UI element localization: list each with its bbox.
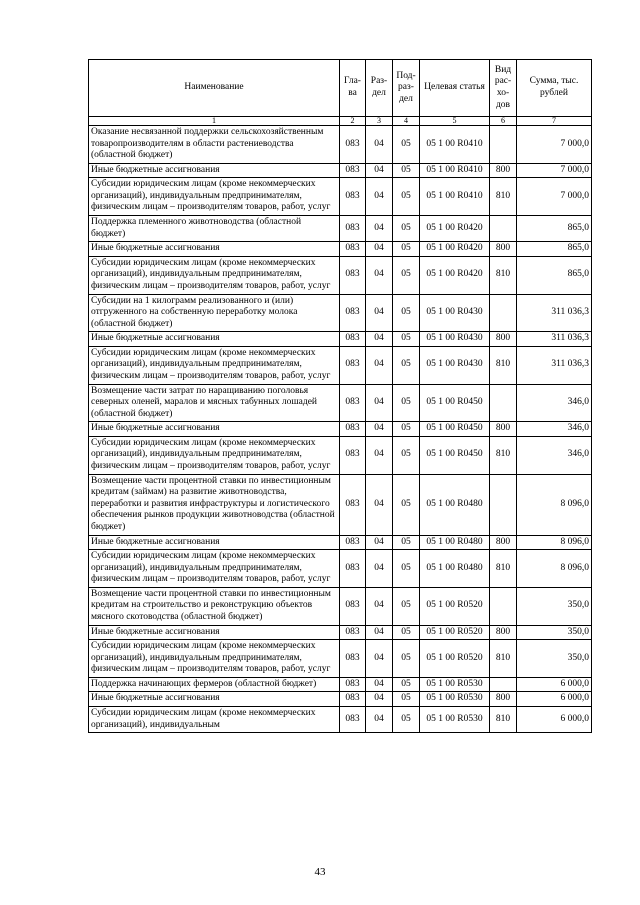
cell-sum: 8 096,0 (517, 550, 592, 588)
cell-podrazdel: 05 (393, 256, 420, 294)
cell-sum: 8 096,0 (517, 474, 592, 535)
cell-target: 05 1 00 R0420 (420, 256, 490, 294)
cell-target: 05 1 00 R0420 (420, 216, 490, 242)
cell-razdel: 04 (366, 550, 393, 588)
cell-vid (490, 587, 517, 625)
cell-razdel: 04 (366, 178, 393, 216)
cell-vid: 800 (490, 692, 517, 707)
cell-sum: 350,0 (517, 625, 592, 640)
cell-vid: 800 (490, 242, 517, 257)
cell-vid: 810 (490, 178, 517, 216)
cell-podrazdel: 05 (393, 474, 420, 535)
cell-razdel: 04 (366, 436, 393, 474)
cell-glava: 083 (340, 178, 366, 216)
column-number: 4 (393, 117, 420, 126)
cell-podrazdel: 05 (393, 163, 420, 178)
header-target: Целевая статья (420, 60, 490, 117)
cell-sum: 6 000,0 (517, 677, 592, 692)
cell-razdel: 04 (366, 346, 393, 384)
cell-razdel: 04 (366, 216, 393, 242)
cell-target: 05 1 00 R0430 (420, 332, 490, 347)
cell-glava: 083 (340, 384, 366, 422)
cell-name: Возмещение части затрат по наращиванию поголовья северных оленей, маралов и мясных табунных лошадей (областной бюджет) (89, 384, 340, 422)
column-number: 3 (366, 117, 393, 126)
cell-vid: 810 (490, 550, 517, 588)
cell-name: Иные бюджетные ассигнования (89, 163, 340, 178)
cell-glava: 083 (340, 640, 366, 678)
page-number: 43 (314, 866, 326, 878)
cell-podrazdel: 05 (393, 126, 420, 164)
cell-name: Субсидии юридическим лицам (кроме некоммерческих организаций), индивидуальным предпринимателям, физическим лицам – производителям товаров, работ, услуг (89, 640, 340, 678)
cell-target: 05 1 00 R0530 (420, 692, 490, 707)
column-number: 6 (490, 117, 517, 126)
cell-glava: 083 (340, 535, 366, 550)
cell-sum: 7 000,0 (517, 163, 592, 178)
cell-podrazdel: 05 (393, 436, 420, 474)
cell-razdel: 04 (366, 126, 393, 164)
cell-sum: 865,0 (517, 242, 592, 257)
cell-glava: 083 (340, 677, 366, 692)
cell-vid: 800 (490, 422, 517, 437)
cell-glava: 083 (340, 163, 366, 178)
cell-vid: 810 (490, 436, 517, 474)
table-row (89, 178, 592, 216)
cell-name: Иные бюджетные ассигнования (89, 625, 340, 640)
cell-target: 05 1 00 R0530 (420, 677, 490, 692)
header-podrazdel: Под-раз-дел (393, 60, 420, 117)
cell-name: Субсидии юридическим лицам (кроме некоммерческих организаций), индивидуальным предпринимателям, физическим лицам – производителям товаров, работ, услуг (89, 550, 340, 588)
cell-glava: 083 (340, 436, 366, 474)
cell-target: 05 1 00 R0480 (420, 535, 490, 550)
cell-target: 05 1 00 R0410 (420, 163, 490, 178)
cell-name: Иные бюджетные ассигнования (89, 242, 340, 257)
cell-sum: 865,0 (517, 216, 592, 242)
cell-sum: 350,0 (517, 640, 592, 678)
cell-podrazdel: 05 (393, 422, 420, 437)
cell-glava: 083 (340, 126, 366, 164)
table-row (89, 216, 592, 242)
cell-name: Субсидии юридическим лицам (кроме некоммерческих организаций), индивидуальным (89, 707, 340, 733)
cell-glava: 083 (340, 242, 366, 257)
cell-podrazdel: 05 (393, 625, 420, 640)
cell-glava: 083 (340, 625, 366, 640)
cell-podrazdel: 05 (393, 587, 420, 625)
budget-table (88, 59, 592, 733)
cell-podrazdel: 05 (393, 384, 420, 422)
cell-target: 05 1 00 R0480 (420, 550, 490, 588)
table-row (89, 294, 592, 332)
cell-name: Субсидии юридическим лицам (кроме некоммерческих организаций), индивидуальным предпринимателям, физическим лицам – производителям товаров, работ, услуг (89, 346, 340, 384)
cell-razdel: 04 (366, 422, 393, 437)
cell-vid: 810 (490, 256, 517, 294)
cell-sum: 346,0 (517, 384, 592, 422)
table-row (89, 346, 592, 384)
cell-razdel: 04 (366, 474, 393, 535)
cell-name: Иные бюджетные ассигнования (89, 535, 340, 550)
cell-sum: 311 036,3 (517, 346, 592, 384)
table-row (89, 422, 592, 437)
cell-glava: 083 (340, 474, 366, 535)
cell-name: Поддержка племенного животноводства (областной бюджет) (89, 216, 340, 242)
cell-vid (490, 384, 517, 422)
cell-target: 05 1 00 R0420 (420, 242, 490, 257)
cell-vid (490, 677, 517, 692)
cell-sum: 350,0 (517, 587, 592, 625)
table-row (89, 242, 592, 257)
cell-target: 05 1 00 R0480 (420, 474, 490, 535)
cell-target: 05 1 00 R0430 (420, 346, 490, 384)
cell-podrazdel: 05 (393, 535, 420, 550)
cell-sum: 8 096,0 (517, 535, 592, 550)
cell-razdel: 04 (366, 640, 393, 678)
header-razdel: Раз-дел (366, 60, 393, 117)
cell-razdel: 04 (366, 587, 393, 625)
table-row (89, 256, 592, 294)
cell-glava: 083 (340, 422, 366, 437)
cell-podrazdel: 05 (393, 346, 420, 384)
table-body (89, 126, 592, 733)
cell-name: Оказание несвязанной поддержки сельскохозяйственным товаропроизводителям в области растениеводства (областной бюджет) (89, 126, 340, 164)
cell-podrazdel: 05 (393, 332, 420, 347)
cell-target: 05 1 00 R0530 (420, 707, 490, 733)
cell-sum: 346,0 (517, 436, 592, 474)
cell-name: Субсидии юридическим лицам (кроме некоммерческих организаций), индивидуальным предпринимателям, физическим лицам – производителям товаров, работ, услуг (89, 436, 340, 474)
table-row (89, 332, 592, 347)
header-row (89, 60, 592, 117)
cell-vid (490, 294, 517, 332)
cell-target: 05 1 00 R0520 (420, 640, 490, 678)
cell-razdel: 04 (366, 163, 393, 178)
cell-vid: 800 (490, 535, 517, 550)
column-number: 7 (517, 117, 592, 126)
cell-vid: 810 (490, 640, 517, 678)
table-row (89, 126, 592, 164)
cell-vid (490, 216, 517, 242)
cell-target: 05 1 00 R0410 (420, 178, 490, 216)
cell-target: 05 1 00 R0430 (420, 294, 490, 332)
table-row (89, 384, 592, 422)
cell-name: Субсидии юридическим лицам (кроме некоммерческих организаций), индивидуальным предпринимателям, физическим лицам – производителям товаров, работ, услуг (89, 178, 340, 216)
column-number: 1 (89, 117, 340, 126)
cell-glava: 083 (340, 587, 366, 625)
cell-glava: 083 (340, 707, 366, 733)
cell-podrazdel: 05 (393, 216, 420, 242)
table-row (89, 163, 592, 178)
cell-razdel: 04 (366, 332, 393, 347)
cell-podrazdel: 05 (393, 692, 420, 707)
table-row (89, 625, 592, 640)
cell-razdel: 04 (366, 625, 393, 640)
cell-glava: 083 (340, 692, 366, 707)
cell-vid: 810 (490, 346, 517, 384)
cell-name: Субсидии юридическим лицам (кроме некоммерческих организаций), индивидуальным предпринимателям, физическим лицам – производителям товаров, работ, услуг (89, 256, 340, 294)
cell-podrazdel: 05 (393, 707, 420, 733)
table-row (89, 707, 592, 733)
table-row (89, 692, 592, 707)
cell-target: 05 1 00 R0410 (420, 126, 490, 164)
cell-sum: 7 000,0 (517, 126, 592, 164)
table-row (89, 640, 592, 678)
cell-name: Возмещение части процентной ставки по инвестиционным кредитам (займам) на развитие животноводства, переработки и развития инфраструктуры и логистического обеспечения рынков продукции животноводства (областной бюджет) (89, 474, 340, 535)
header-vid: Вид рас-хо-дов (490, 60, 517, 117)
cell-vid (490, 126, 517, 164)
cell-vid (490, 474, 517, 535)
header-sum: Сумма, тыс. рублей (517, 60, 592, 117)
cell-name: Поддержка начинающих фермеров (областной бюджет) (89, 677, 340, 692)
cell-razdel: 04 (366, 256, 393, 294)
cell-sum: 311 036,3 (517, 332, 592, 347)
cell-glava: 083 (340, 550, 366, 588)
cell-razdel: 04 (366, 384, 393, 422)
table-row (89, 535, 592, 550)
cell-glava: 083 (340, 256, 366, 294)
cell-glava: 083 (340, 216, 366, 242)
cell-vid: 800 (490, 332, 517, 347)
cell-podrazdel: 05 (393, 178, 420, 216)
cell-glava: 083 (340, 332, 366, 347)
column-number: 2 (340, 117, 366, 126)
cell-sum: 311 036,3 (517, 294, 592, 332)
cell-glava: 083 (340, 294, 366, 332)
header-glava: Гла-ва (340, 60, 366, 117)
cell-sum: 346,0 (517, 422, 592, 437)
cell-podrazdel: 05 (393, 294, 420, 332)
cell-razdel: 04 (366, 677, 393, 692)
table-row (89, 587, 592, 625)
column-number-row (89, 117, 592, 126)
cell-name: Иные бюджетные ассигнования (89, 332, 340, 347)
table-row (89, 550, 592, 588)
table-row (89, 677, 592, 692)
cell-target: 05 1 00 R0450 (420, 422, 490, 437)
table-row (89, 474, 592, 535)
header-name: Наименование (89, 60, 340, 117)
cell-sum: 7 000,0 (517, 178, 592, 216)
cell-sum: 865,0 (517, 256, 592, 294)
cell-vid: 800 (490, 625, 517, 640)
cell-sum: 6 000,0 (517, 692, 592, 707)
cell-target: 05 1 00 R0450 (420, 384, 490, 422)
cell-target: 05 1 00 R0520 (420, 625, 490, 640)
cell-razdel: 04 (366, 535, 393, 550)
cell-vid: 800 (490, 163, 517, 178)
table-row (89, 436, 592, 474)
cell-razdel: 04 (366, 707, 393, 733)
cell-podrazdel: 05 (393, 242, 420, 257)
cell-podrazdel: 05 (393, 640, 420, 678)
cell-razdel: 04 (366, 294, 393, 332)
cell-name: Иные бюджетные ассигнования (89, 422, 340, 437)
cell-podrazdel: 05 (393, 677, 420, 692)
cell-target: 05 1 00 R0520 (420, 587, 490, 625)
cell-razdel: 04 (366, 242, 393, 257)
column-number: 5 (420, 117, 490, 126)
cell-podrazdel: 05 (393, 550, 420, 588)
cell-target: 05 1 00 R0450 (420, 436, 490, 474)
cell-name: Иные бюджетные ассигнования (89, 692, 340, 707)
cell-glava: 083 (340, 346, 366, 384)
cell-name: Возмещение части процентной ставки по инвестиционным кредитам на строительство и реконструкцию объектов мясного скотоводства (областной бюджет) (89, 587, 340, 625)
cell-vid: 810 (490, 707, 517, 733)
cell-sum: 6 000,0 (517, 707, 592, 733)
cell-name: Субсидии на 1 килограмм реализованного и (или) отгруженного на собственную переработку молока (областной бюджет) (89, 294, 340, 332)
cell-razdel: 04 (366, 692, 393, 707)
